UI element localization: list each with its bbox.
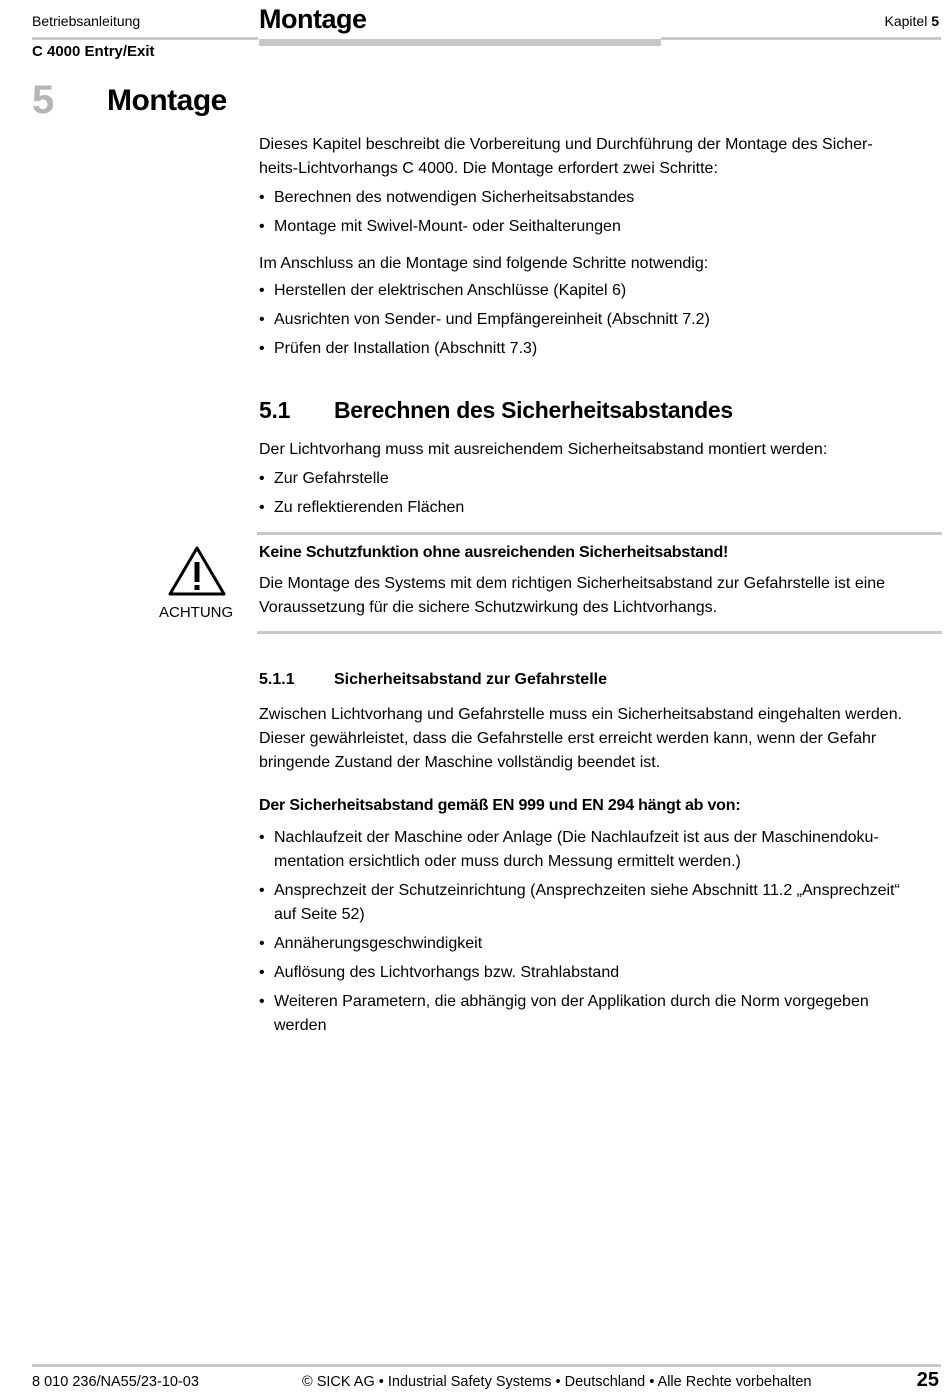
depends-heading: Der Sicherheitsabstand gemäß EN 999 und EN 294 hängt ab von:	[259, 797, 741, 814]
warning-triangle-icon	[167, 545, 227, 597]
header-doc-type: Betriebsanleitung	[32, 13, 141, 29]
chapter-number: 5	[32, 78, 55, 122]
section-5-1-1-title: Sicherheitsabstand zur Gefahrstelle	[334, 671, 607, 688]
list-item: • Montage mit Swivel-Mount- oder Seithalterungen	[259, 215, 939, 239]
list-item: • Herstellen der elektrischen Anschlüsse (Kapitel 6)	[259, 279, 939, 303]
intro-after-steps-list	[259, 279, 939, 361]
warning-text	[259, 572, 941, 620]
section-5-1-1-number: 5.1.1	[259, 671, 295, 688]
factors-list	[259, 826, 924, 1038]
warning-label: ACHTUNG	[159, 604, 234, 621]
section-5-1-text: Der Lichtvorhang muss mit ausreichendem Sicherheitsabstand montiert werden:	[259, 441, 828, 458]
header-chapter	[885, 13, 940, 29]
header-rule-right	[661, 37, 941, 40]
header-rule-middle	[259, 39, 661, 46]
list-item: • Prüfen der Installation (Abschnitt 7.3)	[259, 337, 939, 361]
header-product: C 4000 Entry/Exit	[32, 43, 155, 60]
list-item: • Weiteren Parametern, die abhängig von der Applikation durch die Norm vorgegeben werden	[259, 990, 924, 1038]
section-5-1-1-paragraph	[259, 703, 944, 775]
footer-page-number: 25	[916, 1369, 939, 1391]
footer-copyright: © SICK AG • Industrial Safety Systems • Deutschland • Alle Rechte vorbehalten	[302, 1374, 812, 1390]
list-item: • Nachlaufzeit der Maschine oder Anlage (Die Nachlaufzeit ist aus der Maschinendoku-mentation ersichtlich oder muss durch Messung ermittelt werden.)	[259, 826, 924, 874]
intro-steps-list	[259, 186, 939, 239]
header-rule-left	[32, 37, 258, 40]
list-item: • Zur Gefahrstelle	[259, 467, 939, 491]
section-5-1-title: Berechnen des Sicherheitsabstandes	[334, 397, 733, 423]
warning-line-1: Die Montage des Systems mit dem richtigen Sicherheitsabstand zur Gefahrstelle ist eine	[259, 575, 886, 592]
chapter-title: Montage	[107, 84, 227, 117]
section-5-1-1-line-3: bringende Zustand der Maschine vollständig beendet ist.	[259, 754, 661, 771]
footer-doc-number: 8 010 236/NA55/23-10-03	[32, 1374, 199, 1390]
warning-rule-top	[257, 532, 942, 535]
section-5-1-1-line-2: Dieser gewährleistet, dass die Gefahrstelle erst erreicht werden kann, wenn der Gefahr	[259, 730, 877, 747]
header-section-title: Montage	[259, 4, 367, 34]
section-5-1-1-line-1: Zwischen Lichtvorhang und Gefahrstelle muss ein Sicherheitsabstand eingehalten werden.	[259, 706, 903, 723]
intro-paragraph	[259, 133, 939, 181]
header-chapter-number: 5	[931, 13, 939, 29]
list-item: • Ausrichten von Sender- und Empfängereinheit (Abschnitt 7.2)	[259, 308, 939, 332]
intro-line-2: heits-Lichtvorhangs C 4000. Die Montage erfordert zwei Schritte:	[259, 160, 718, 177]
intro-line-1: Dieses Kapitel beschreibt die Vorbereitung und Durchführung der Montage des Sicher-	[259, 136, 873, 153]
warning-rule-bottom	[257, 631, 942, 634]
section-5-1-list	[259, 467, 939, 520]
list-item: • Annäherungsgeschwindigkeit	[259, 932, 924, 956]
footer-rule	[32, 1364, 941, 1367]
intro-after-text: Im Anschluss an die Montage sind folgende Schritte notwendig:	[259, 255, 709, 272]
list-item: • Auflösung des Lichtvorhangs bzw. Strahlabstand	[259, 961, 924, 985]
warning-heading: Keine Schutzfunktion ohne ausreichenden Sicherheitsabstand!	[259, 544, 729, 561]
warning-line-2: Voraussetzung für die sichere Schutzwirkung des Lichtvorhangs.	[259, 599, 718, 616]
header-chapter-label: Kapitel	[884, 13, 928, 29]
list-item: • Zu reflektierenden Flächen	[259, 496, 939, 520]
list-item: • Ansprechzeit der Schutzeinrichtung (Ansprechzeiten siehe Abschnitt 11.2 „Ansprechzeit“ auf Seite 52)	[259, 879, 924, 927]
list-item: • Berechnen des notwendigen Sicherheitsabstandes	[259, 186, 939, 210]
section-5-1-number: 5.1	[259, 397, 291, 423]
